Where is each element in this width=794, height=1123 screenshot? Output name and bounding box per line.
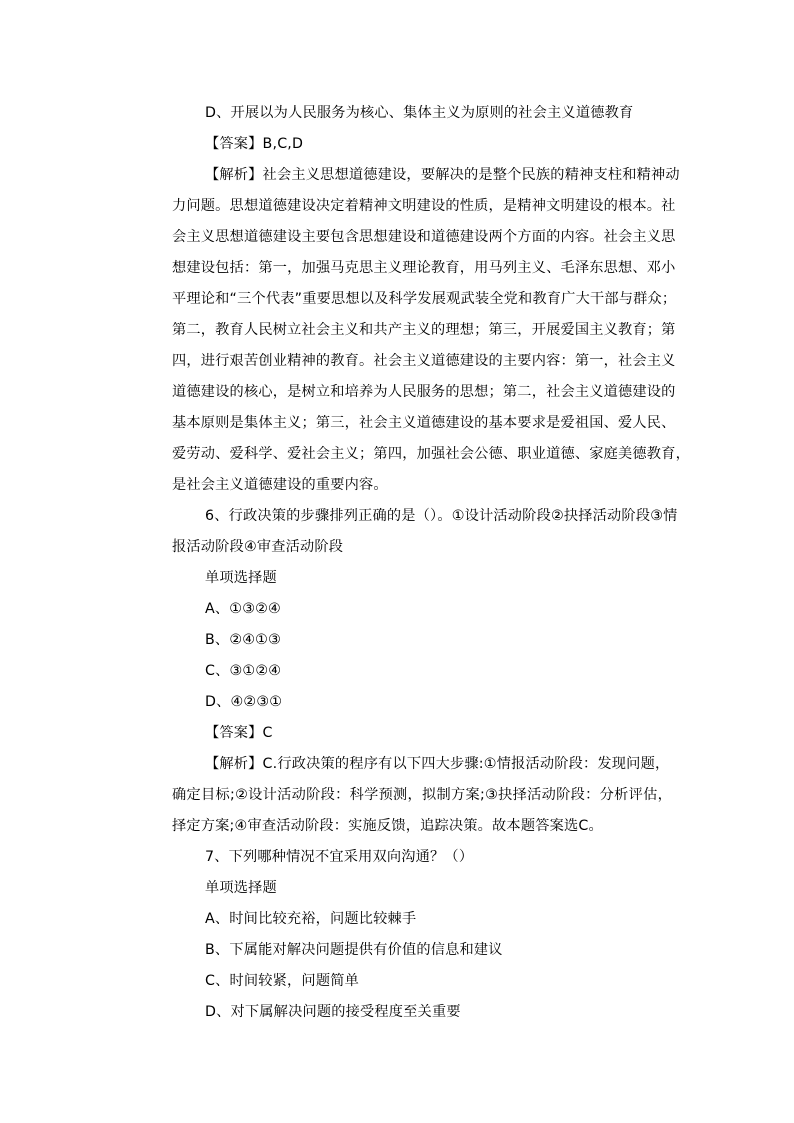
question-6-line-1: 6、行政决策的步骤排列正确的是（）。①设计活动阶段②抉择活动阶段③情 xyxy=(205,508,678,524)
answer-q6: 【答案】C xyxy=(205,725,273,741)
analysis-q6-line-1: 【解析】C.行政决策的程序有以下四大步骤:①情报活动阶段：发现问题， xyxy=(205,756,670,772)
option-b-q6: B、②④①③ xyxy=(205,632,281,648)
question-7: 7、下列哪种情况不宜采用双向沟通？（） xyxy=(205,849,474,865)
option-d-q5: D、开展以为人民服务为核心、集体主义为原则的社会主义道德教育 xyxy=(205,105,634,121)
analysis-q5-line-1: 【解析】社会主义思想道德建设，要解决的是整个民族的精神支柱和精神动 xyxy=(205,167,680,183)
option-c-q6: C、③①②④ xyxy=(205,663,282,679)
analysis-q5-line-10: 爱劳动、爱科学、爱社会主义；第四，加强社会公德、职业道德、家庭美德教育， xyxy=(172,446,690,462)
option-d-q7: D、对下属解决问题的接受程度至关重要 xyxy=(205,1004,461,1020)
analysis-q5-line-6: 第二，教育人民树立社会主义和共产主义的理想；第三，开展爱国主义教育；第 xyxy=(172,322,676,338)
analysis-q6-line-2: 确定目标;②设计活动阶段：科学预测，拟制方案;③抉择活动阶段：分析评估， xyxy=(172,787,672,803)
answer-q5: 【答案】B,C,D xyxy=(205,136,304,152)
option-a-q7: A、时间比较充裕，问题比较棘手 xyxy=(205,911,417,927)
analysis-q6-line-3: 择定方案;④审查活动阶段：实施反馈，追踪决策。故本题答案选C。 xyxy=(172,818,603,834)
analysis-q5-line-2: 力问题。思想道德建设决定着精神文明建设的性质，是精神文明建设的根本。社 xyxy=(172,198,676,214)
analysis-q5-line-7: 四，进行艰苦创业精神的教育。社会主义道德建设的主要内容：第一，社会主义 xyxy=(172,353,676,369)
analysis-q5-line-5: 平理论和“三个代表”重要思想以及科学发展观武装全党和教育广大干部与群众； xyxy=(172,291,677,307)
option-b-q7: B、下属能对解决问题提供有价值的信息和建议 xyxy=(205,942,503,958)
option-c-q7: C、时间较紧，问题简单 xyxy=(205,973,359,989)
analysis-q5-line-11: 是社会主义道德建设的重要内容。 xyxy=(172,477,388,493)
analysis-q5-line-4: 想建设包括：第一，加强马克思主义理论教育，用马列主义、毛泽东思想、邓小 xyxy=(172,260,676,276)
option-a-q6: A、①③②④ xyxy=(205,601,281,617)
question-type-q7: 单项选择题 xyxy=(205,880,277,896)
question-type-q6: 单项选择题 xyxy=(205,570,277,586)
analysis-q5-line-9: 基本原则是集体主义；第三，社会主义道德建设的基本要求是爱祖国、爱人民、 xyxy=(172,415,676,431)
analysis-q5-line-8: 道德建设的核心，是树立和培养为人民服务的思想；第二，社会主义道德建设的 xyxy=(172,384,676,400)
option-d-q6: D、④②③① xyxy=(205,694,283,710)
question-6-line-2: 报活动阶段④审查活动阶段 xyxy=(172,539,344,555)
analysis-q5-line-3: 会主义思想道德建设主要包含思想建设和道德建设两个方面的内容。社会主义思 xyxy=(172,229,676,245)
